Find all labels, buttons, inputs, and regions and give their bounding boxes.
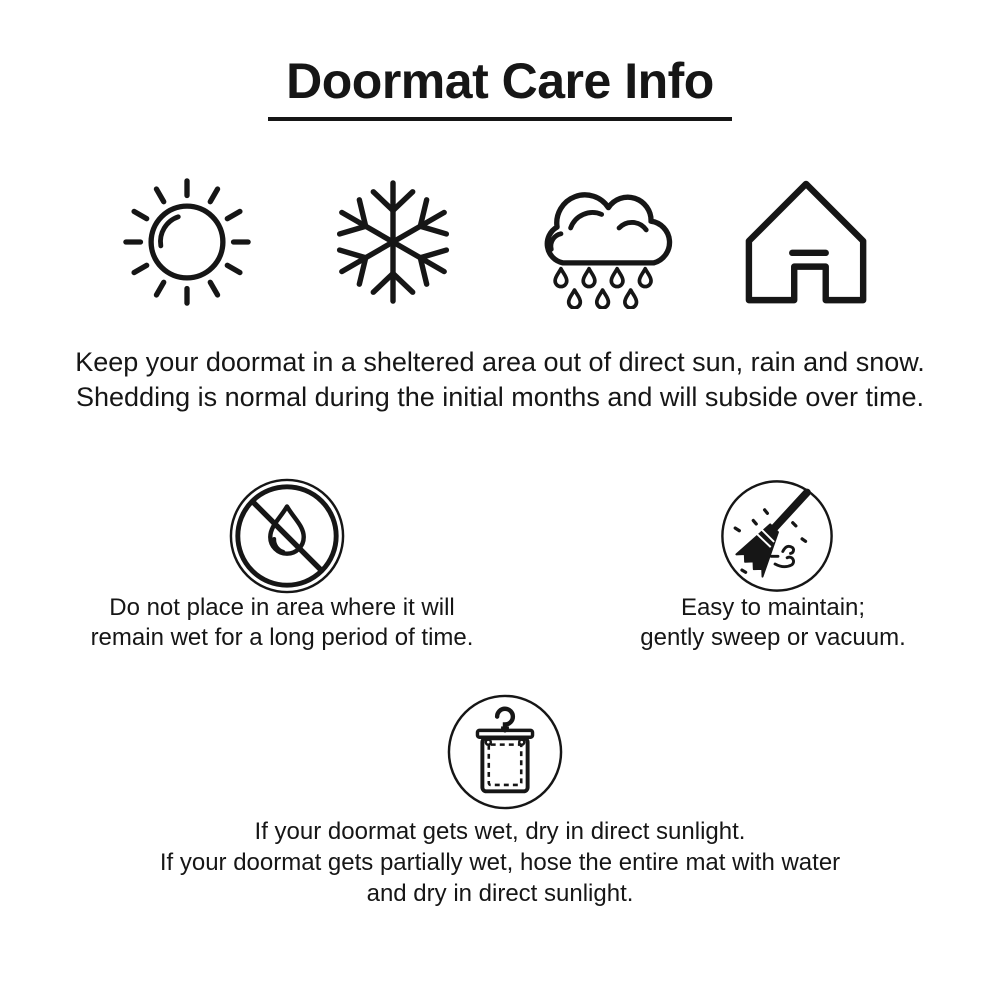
maintenance-line1: Easy to maintain; [680,594,866,621]
drying-line1: If your doormat gets wet, dry in direct sunlight. [254,818,746,845]
maintenance-caption [523,593,1000,653]
house-icon [739,178,877,308]
wet-warning-caption [32,593,532,653]
hanging-mat-icon [446,693,564,811]
maintenance-line2: gently sweep or vacuum. [640,624,906,651]
drying-line3: and dry in direct sunlight. [366,880,634,907]
rain-cloud-icon [528,177,683,309]
drying-line2: If your doormat gets partially wet, hose the entire mat with water [159,849,841,876]
wet-warning-line2: remain wet for a long period of time. [90,624,474,651]
no-water-drop-icon [227,476,347,596]
sun-icon [123,177,251,307]
snowflake-icon [328,177,458,307]
shelter-instructions-line1: Keep your doormat in a sheltered area out of direct sun, rain and snow. [75,347,925,377]
broom-sweep-icon [719,478,835,594]
title-underline [268,117,732,121]
shelter-instructions [0,345,1000,415]
page-title: Doormat Care Info [286,53,714,109]
wet-warning-line1: Do not place in area where it will [109,594,455,621]
shelter-instructions-line2: Shedding is normal during the initial months and will subside over time. [76,382,924,412]
drying-instructions [0,816,1000,909]
